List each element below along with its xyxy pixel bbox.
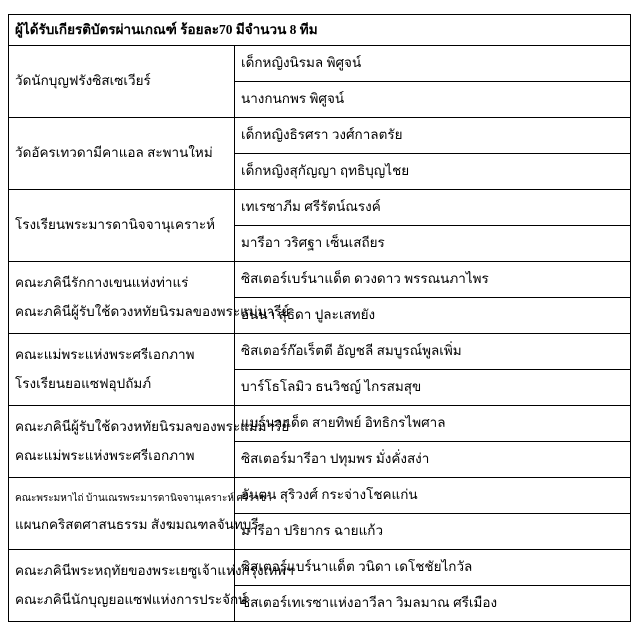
- table-row: [9, 118, 631, 154]
- table-row: [9, 46, 631, 82]
- organization-line: โรงเรียนพระมารดานิจจานุเคราะห์: [15, 217, 216, 233]
- organization-line: คณะภคินีนักบุญยอแซฟแห่งการประจักษ์: [15, 591, 248, 607]
- table-row: [9, 550, 631, 586]
- team-member: แบร์นาแด็ต สายทิพย์ อิทธิกรไพศาล: [235, 406, 631, 442]
- organization-line: คณะแม่พระแห่งพระศรีเอกภาพ: [15, 447, 195, 463]
- team-member: มารีอา ปริยากร ฉายแก้ว: [235, 514, 631, 550]
- table-header: ผู้ได้รับเกียรติบัตรผ่านเกณฑ์ ร้อยละ70 มีจำนวน 8 ทีม: [9, 15, 631, 46]
- table-row: [9, 406, 631, 442]
- team-organization: [9, 190, 235, 262]
- organization-line: โรงเรียนยอแซฟอุปถัมภ์: [15, 375, 152, 391]
- team-member: ซิสเตอร์เทเรซาแห่งอาวีลา วิมลมาณ ศรีเมือง: [235, 586, 631, 622]
- organization-line: วัดนักบุญฟรังซิสเซเวียร์: [15, 73, 151, 89]
- team-member: ซิสเตอร์เบร์นาแด็ต ดวงดาว พรรณนภาไพร: [235, 262, 631, 298]
- organization-line: คณะพระมหาไถ่ บ้านเณรพระมารดานิจจานุเคราะห์ ศรีราชา: [15, 492, 272, 504]
- team-member: เทเรซาภีม ศรีรัตน์ณรงค์: [235, 190, 631, 226]
- team-organization: [9, 406, 290, 478]
- certificate-table: [8, 14, 631, 622]
- team-member: นางกนกพร พิศูจน์: [235, 82, 631, 118]
- organization-line: คณะแม่พระแห่งพระศรีเอกภาพ: [15, 346, 195, 362]
- team-member: ซิสเตอร์ก๊อเร็ตตี อัญชลี สมบูรณ์พูลเพิ่ม: [235, 334, 631, 370]
- team-member: บาร์โธโลมิว ธนวิชญ์ ไกรสมสุข: [235, 370, 631, 406]
- table-row: [9, 478, 631, 514]
- team-member: ซิสเตอร์มารีอา ปทุมพร มั่งคั่งสง่า: [235, 442, 631, 478]
- team-member: ซิสเตอร์แบร์นาแด็ต วนิดา เดโชชัยไกวัล: [235, 550, 631, 586]
- table-row: [9, 334, 631, 370]
- team-member: เด็กหญิงสุกัญญา ฤทธิบุญไชย: [235, 154, 631, 190]
- table-row: [9, 262, 631, 298]
- organization-line: คณะภคินีรักกางเขนแห่งท่าแร่: [15, 274, 189, 290]
- organization-line: คณะภคินีพระหฤทัยของพระเยซูเจ้าแห่งกรุงเทพฯ: [15, 562, 294, 578]
- team-member: เด็กหญิงธิรศรา วงศ์กาลตรัย: [235, 118, 631, 154]
- team-organization: [9, 262, 290, 334]
- team-organization: [9, 118, 235, 190]
- table-row: [9, 190, 631, 226]
- team-member: อันนา สุธิดา ปูละเสทยัง: [235, 298, 631, 334]
- organization-line: คณะภคินีผู้รับใช้ดวงหทัยนิรมลของพระแม่มารีย์: [15, 303, 290, 319]
- team-member: เด็กหญิงนิรมล พิศูจน์: [235, 46, 631, 82]
- header-row: [9, 15, 631, 46]
- organization-line: แผนกคริสตศาสนธรรม สังฆมณฑลจันทบุรี: [15, 517, 259, 533]
- team-member: อันตน สุริวงศ์ กระจ่างโชคแก่น: [235, 478, 631, 514]
- team-organization: [9, 334, 235, 406]
- team-organization: [9, 478, 272, 550]
- team-member: มารีอา วริศฐา เซ็นเสถียร: [235, 226, 631, 262]
- team-organization: [9, 550, 294, 622]
- table-body: [9, 15, 631, 622]
- organization-line: วัดอัครเทวดามีคาแอล สะพานใหม่: [15, 145, 213, 161]
- team-organization: [9, 46, 235, 118]
- organization-line: คณะภคินีผู้รับใช้ดวงหทัยนิรมลของพระแม่มารีย์: [15, 418, 290, 434]
